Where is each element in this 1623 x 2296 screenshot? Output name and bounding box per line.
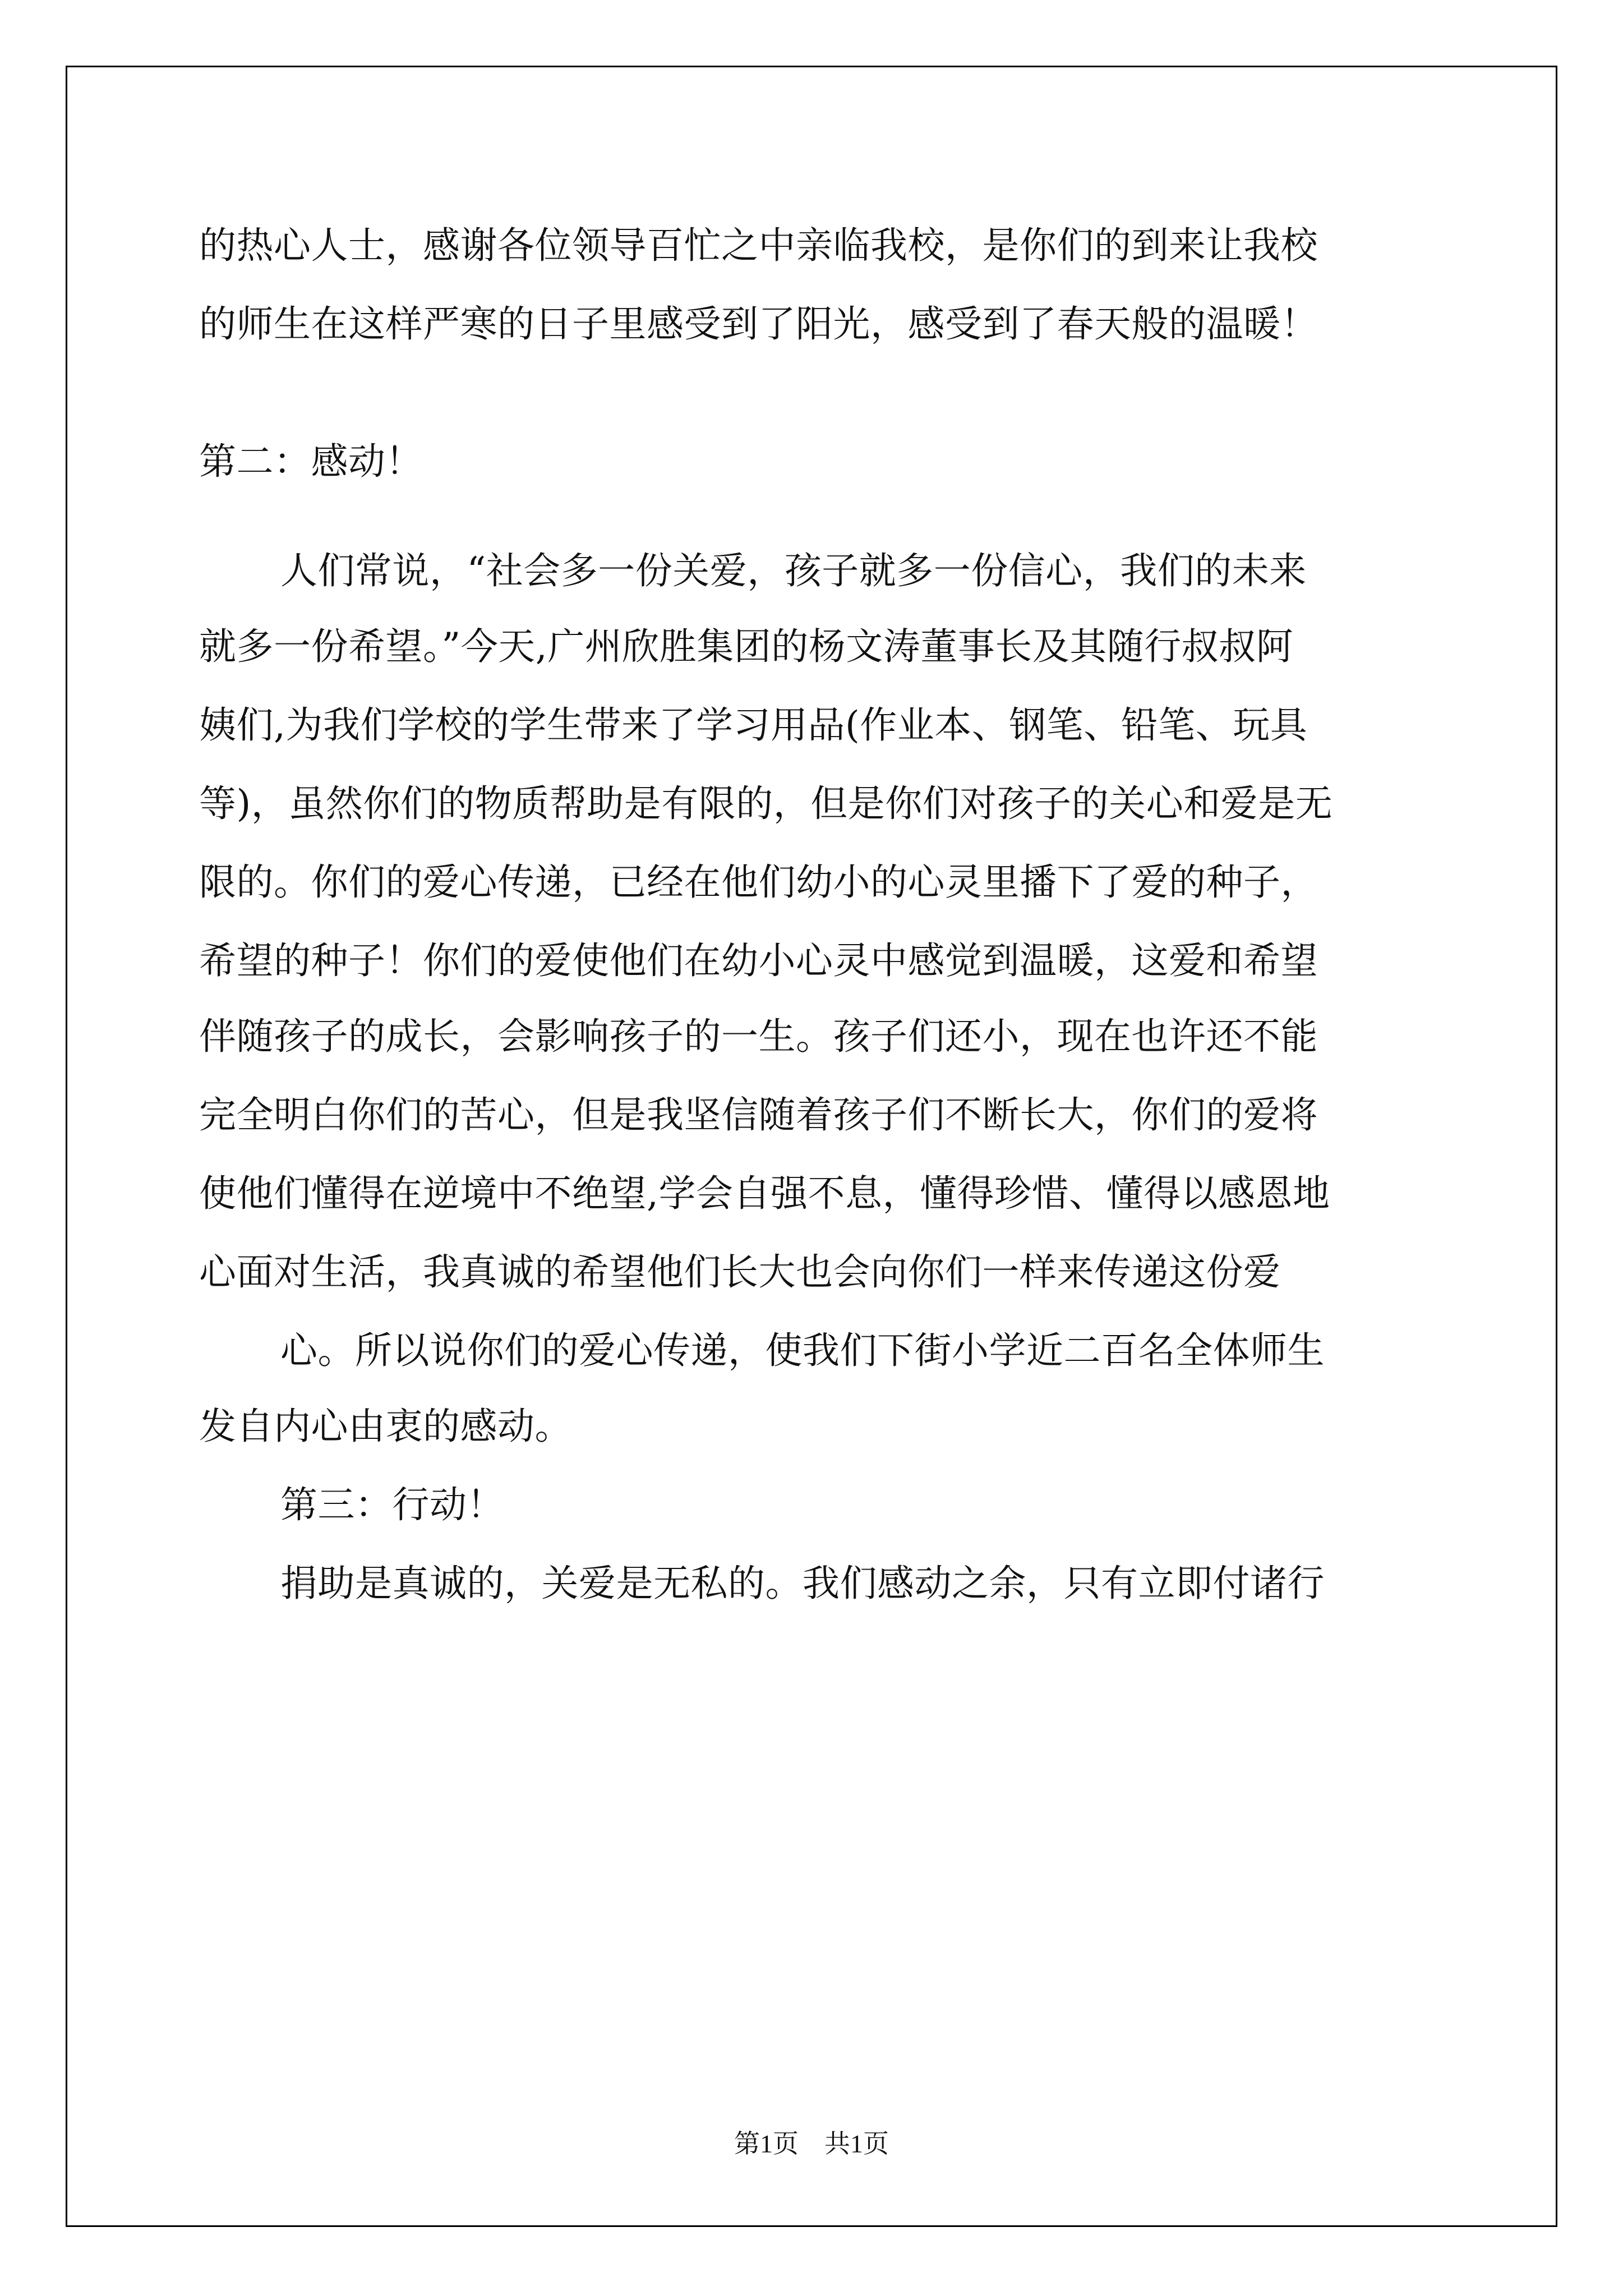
- text-line-14: 心。所以说你们的爱心传递，使我们下街小学近二百名全体师生: [280, 1329, 1325, 1372]
- text-line-8: 限的。你们的爱心传递，已经在他们幼小的心灵里播下了爱的种子，: [199, 861, 1318, 904]
- text-line-2: 的师生在这样严寒的日子里感受到了阳光，感受到了春天般的温暖！: [199, 302, 1318, 346]
- text-line-11: 完全明白你们的苦心，但是我坚信随着孩子们不断长大，你们的爱将: [199, 1093, 1318, 1137]
- section-heading-2: 第二：感动！: [199, 440, 423, 483]
- page-border: [66, 66, 1557, 2227]
- section-heading-3: 第三：行动！: [280, 1483, 504, 1526]
- text-line-1: 的热心人士，感谢各位领导百忙之中亲临我校，是你们的到来让我校: [199, 224, 1318, 267]
- text-line-6: 姨们,为我们学校的学生带来了学习用品(作业本、钢笔、铅笔、玩具: [199, 703, 1308, 747]
- text-line-17: 捐助是真诚的，关爱是无私的。我们感动之余，只有立即付诸行: [280, 1562, 1325, 1605]
- page-number-footer: 第1页 共1页: [734, 2129, 889, 2158]
- text-line-7: 等)，虽然你们的物质帮助是有限的，但是你们对孩子的关心和爱是无: [199, 782, 1333, 825]
- text-line-9: 希望的种子！你们的爱使他们在幼小心灵中感觉到温暖，这爱和希望: [199, 939, 1318, 982]
- text-line-5: 就多一份希望。”今天,广州欣胜集团的杨文涛董事长及其随行叔叔阿: [199, 625, 1294, 668]
- text-line-10: 伴随孩子的成长，会影响孩子的一生。孩子们还小，现在也许还不能: [199, 1015, 1318, 1058]
- text-line-15: 发自内心由衷的感动。: [199, 1405, 572, 1448]
- text-line-4: 人们常说，“社会多一份关爱，孩子就多一份信心，我们的未来: [280, 549, 1307, 592]
- text-line-12: 使他们懂得在逆境中不绝望,学会自强不息，懂得珍惜、懂得以感恩地: [199, 1172, 1330, 1215]
- text-line-13: 心面对生活，我真诚的希望他们长大也会向你们一样来传递这份爱: [199, 1250, 1281, 1294]
